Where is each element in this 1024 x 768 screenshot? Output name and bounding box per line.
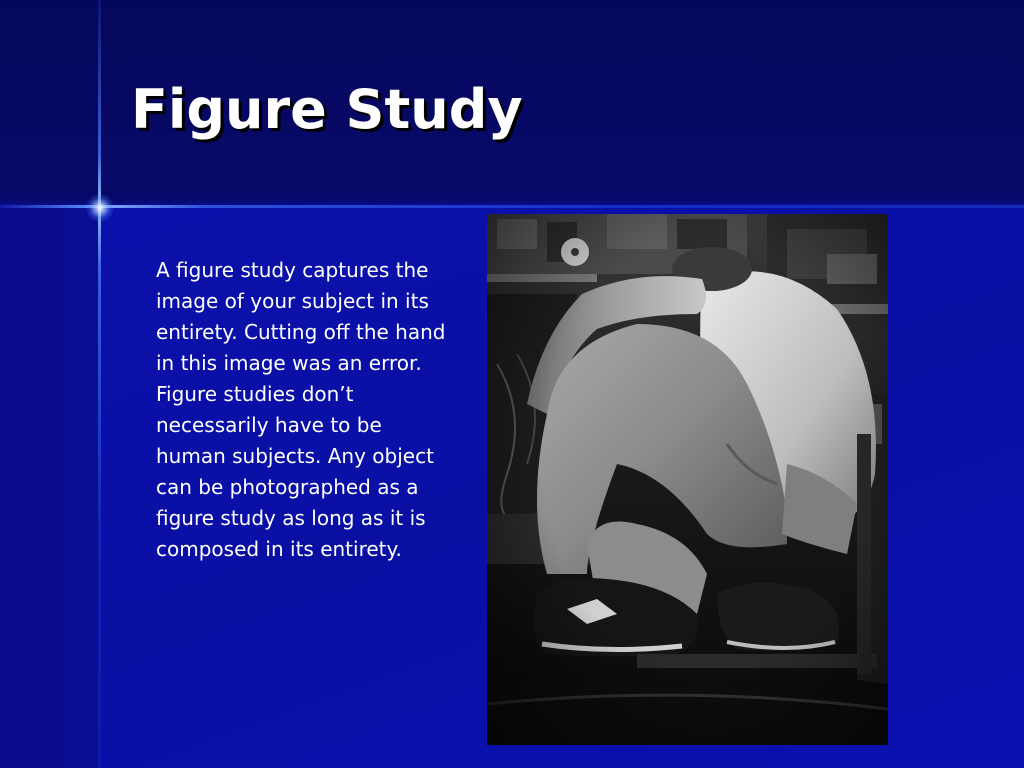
- vertical-accent-line: [98, 0, 101, 768]
- horizontal-accent-line: [0, 205, 1024, 208]
- slide-body-text: A figure study captures the image of your subject in its entirety. Cutting off the hand in this image was an error. Figure studies don’t necessarily have to be human subjects. Any object can be photographed as a figure study as long as it is composed in its entirety.: [156, 258, 446, 561]
- figure-study-photo: [487, 214, 888, 745]
- light-flare-icon: [86, 194, 114, 222]
- slide-title: Figure Study: [131, 78, 523, 141]
- left-band: [0, 208, 100, 768]
